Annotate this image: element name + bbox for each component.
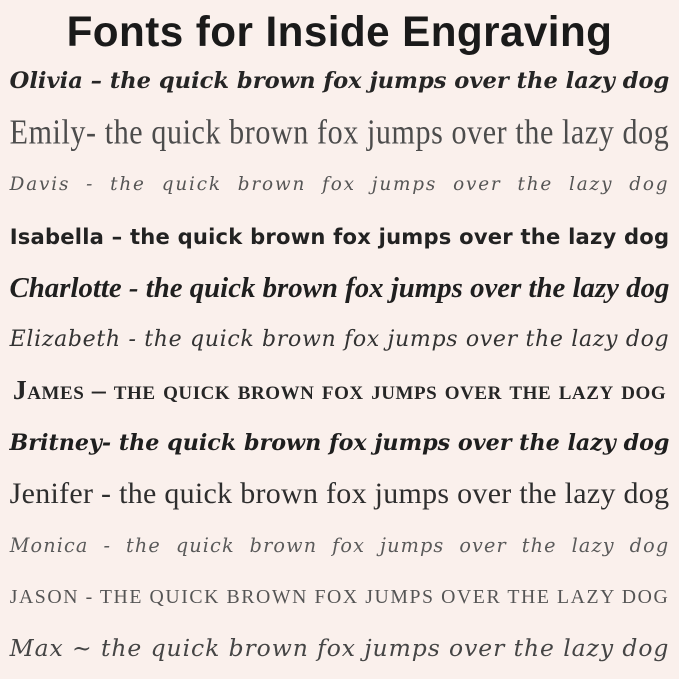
font-sample-jenifer-text: Jenifer - the quick brown fox jumps over the lazy dog — [9, 477, 670, 511]
font-sample-britney-text: Britney- the quick brown fox jumps over the lazy dog — [9, 429, 670, 456]
font-sample-isabella-text: Isabella – the quick brown fox jumps over the lazy dog — [9, 223, 670, 249]
font-row-davis — [0, 159, 679, 211]
font-row-emily — [0, 108, 679, 160]
font-sample-list — [0, 56, 679, 679]
font-sample-max-text: Max ~ the quick brown fox jumps over the lazy dog — [9, 634, 670, 663]
font-row-jenifer — [0, 469, 679, 521]
font-row-monica — [0, 520, 679, 572]
font-row-charlotte — [0, 262, 679, 314]
font-row-elizabeth — [0, 314, 679, 366]
font-sample-emily-text: Emily- the quick brown fox jumps over the lazy dog — [9, 113, 670, 152]
page-title — [0, 0, 679, 56]
font-row-jason — [0, 572, 679, 624]
font-sample-elizabeth-text: Elizabeth - the quick brown fox jumps over the lazy dog — [9, 326, 670, 352]
font-sample-davis-text: Davis - the quick brown fox jumps over the lazy dog — [9, 173, 670, 195]
font-row-isabella — [0, 211, 679, 263]
font-row-olivia — [0, 56, 679, 108]
font-row-james — [0, 365, 679, 417]
page-title-text: Fonts for Inside Engraving — [66, 8, 613, 55]
font-sample-charlotte-text: Charlotte - the quick brown fox jumps over the lazy dog — [9, 271, 670, 304]
font-sample-james-text: James – the quick brown fox jumps over the lazy dog — [12, 375, 667, 407]
font-sample-olivia-text: Olivia – the quick brown fox jumps over the lazy dog — [9, 68, 670, 95]
font-row-britney — [0, 417, 679, 469]
font-sample-jason-text: JASON - THE QUICK BROWN FOX JUMPS OVER THE LAZY DOG — [9, 585, 670, 608]
font-sample-monica-text: Monica - the quick brown fox jumps over the lazy dog — [9, 534, 670, 558]
font-row-max — [0, 623, 679, 675]
